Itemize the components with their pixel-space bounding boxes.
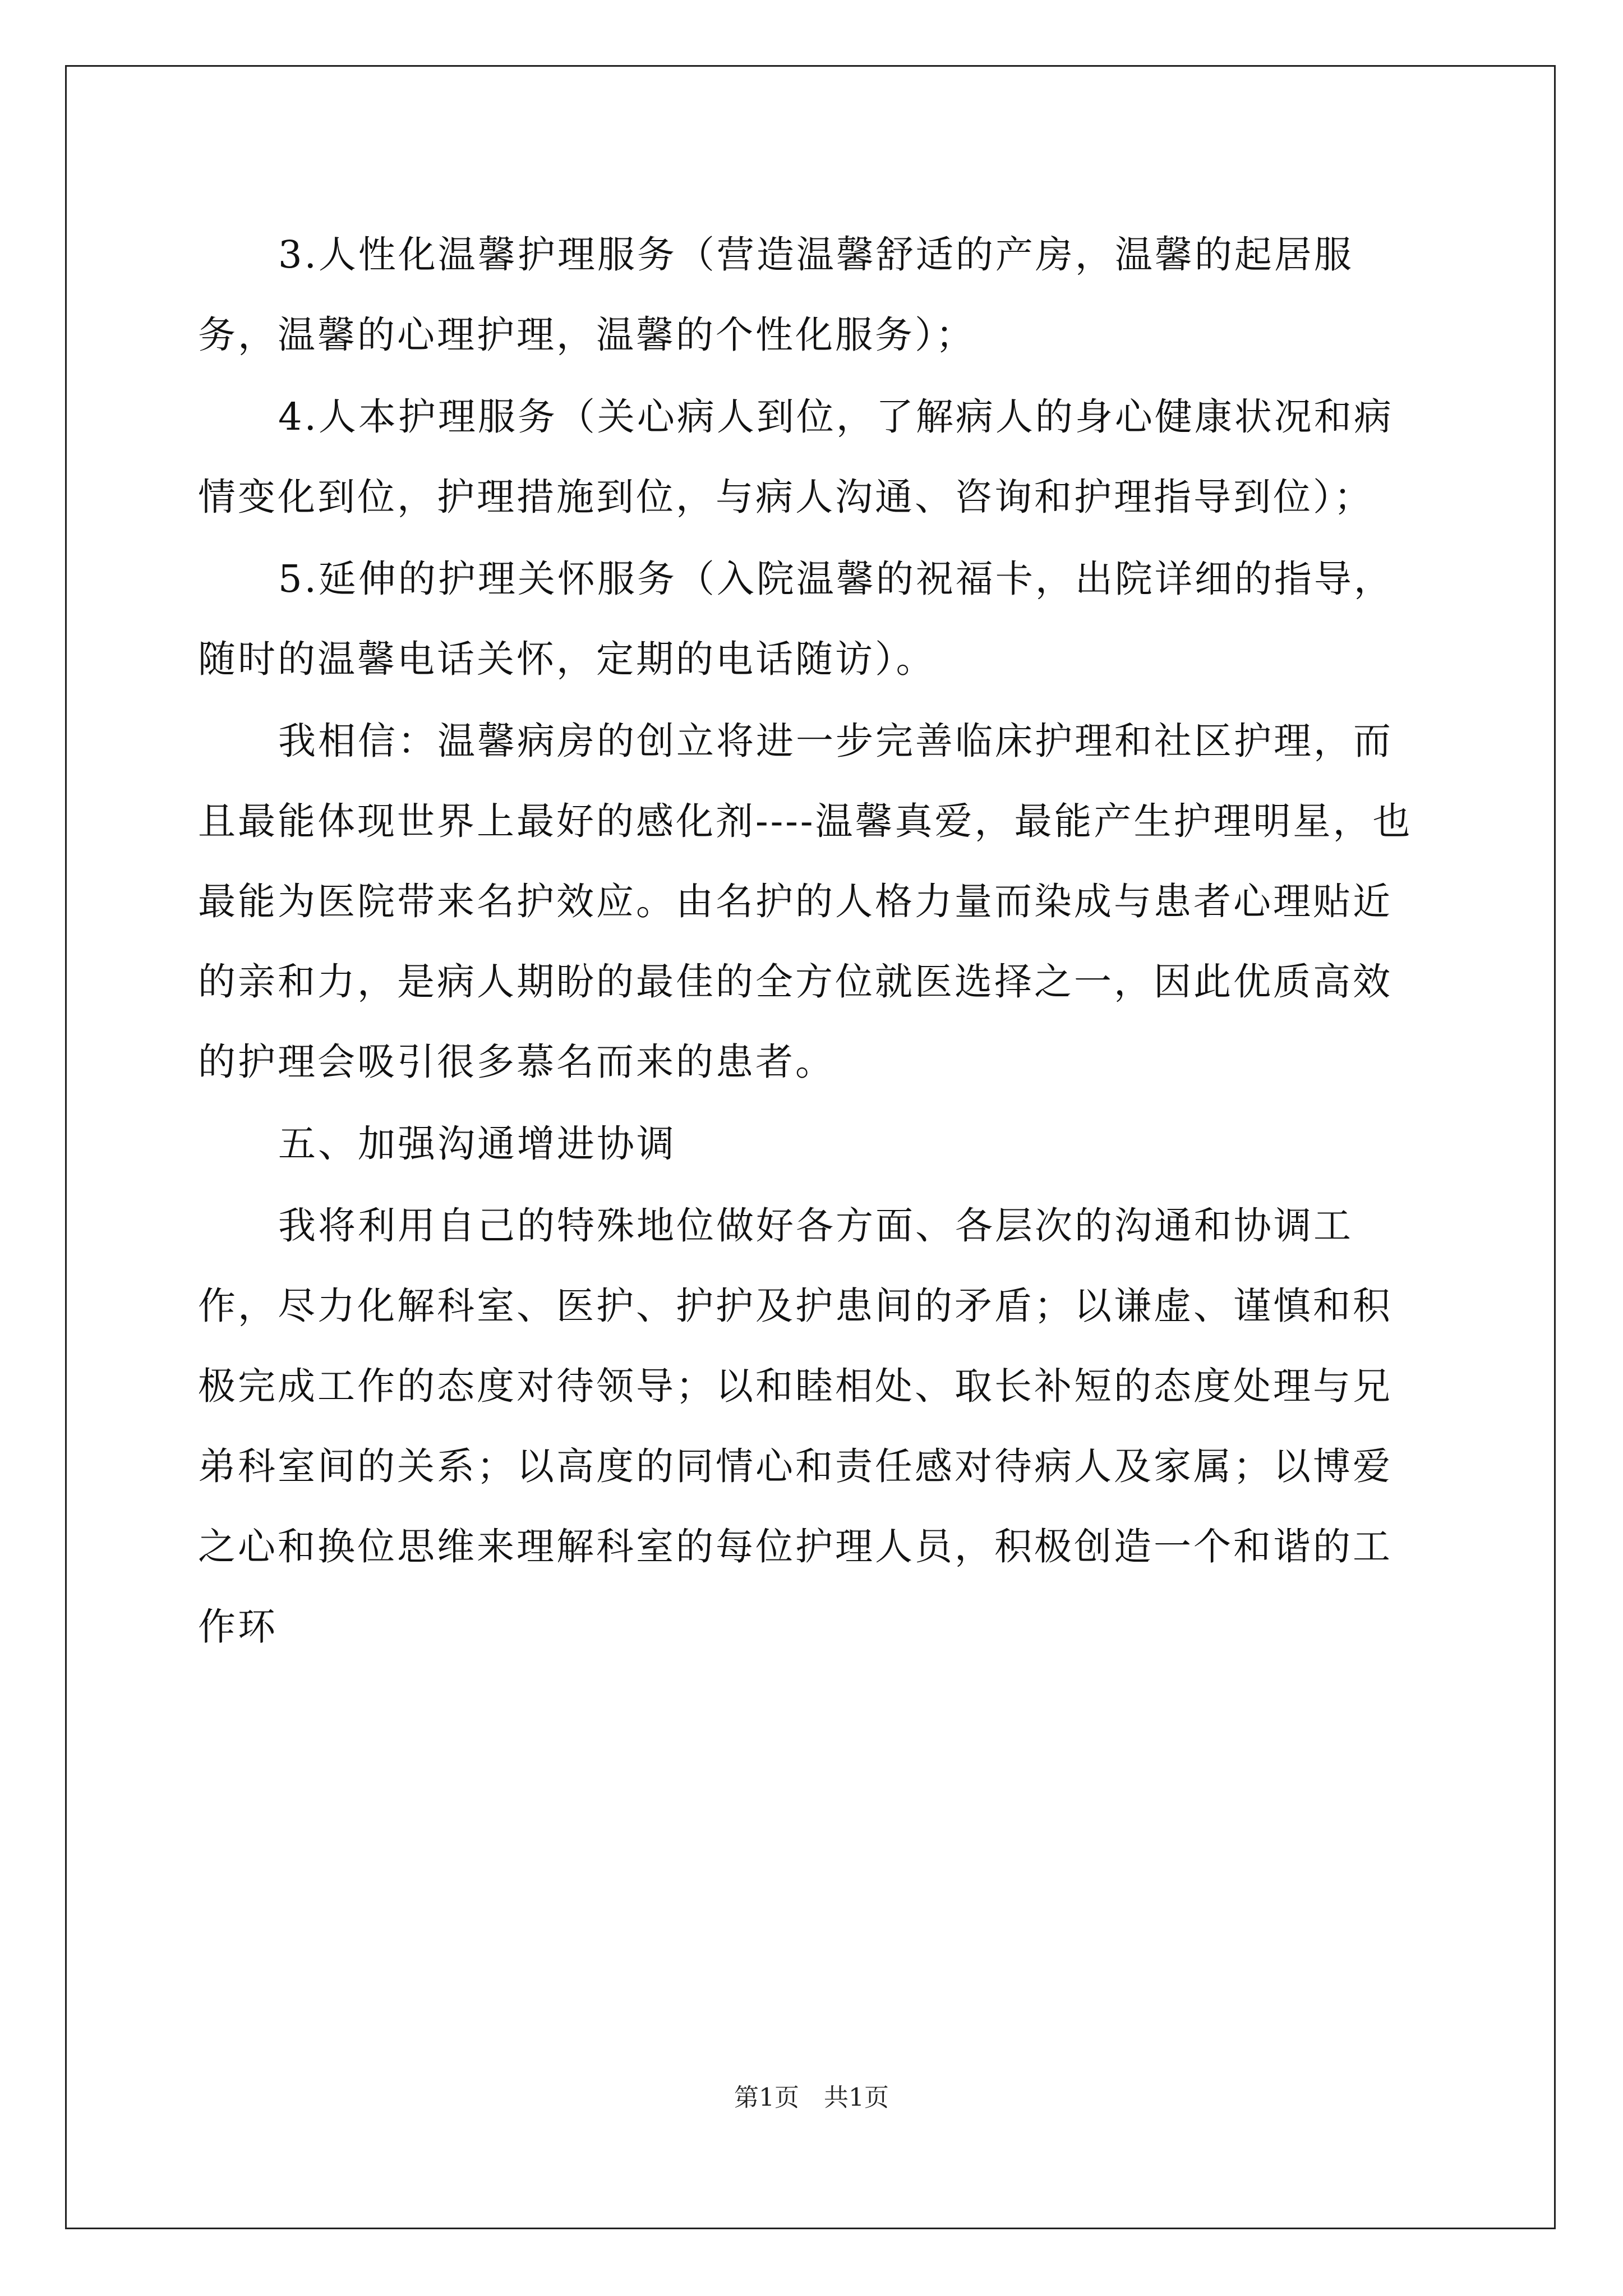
document-body [198, 215, 1432, 1669]
paragraph-item-4: 4.人本护理服务（关心病人到位，了解病人的身心健康状况和病情变化到位，护理措施到位，与病人沟通、咨询和护理指导到位）； [198, 395, 1394, 519]
page-footer: 第1页 共1页 [734, 2083, 889, 2112]
paragraph-belief: 我相信：温馨病房的创立将进一步完善临床护理和社区护理，而且最能体现世界上最好的感化剂----温馨真爱，最能产生护理明星，也最能为医院带来名护效应。由名护的人格力量而染成与患者心理贴近的亲和力，是病人期盼的最佳的全方位就医选择之一，因此优质高效的护理会吸引很多慕名而来的患者。 [198, 719, 1413, 1084]
paragraph-item-5: 5.延伸的护理关怀服务（入院温馨的祝福卡，出院详细的指导，随时的温馨电话关怀，定期的电话随访）。 [198, 557, 1394, 681]
paragraph-communication: 我将利用自己的特殊地位做好各方面、各层次的沟通和协调工作，尽力化解科室、医护、护护及护患间的矛盾；以谦虚、谨慎和积极完成工作的态度对待领导；以和睦相处、取长补短的态度处理与兄弟科室间的关系；以高度的同情心和责任感对待病人及家属；以博爱之心和换位思维来理解科室的每位护理人员，积极创造一个和谐的工作环 [198, 1204, 1393, 1649]
section-heading: 五、加强沟通增进协调 [278, 1122, 676, 1166]
paragraph-item-3: 3.人性化温馨护理服务（营造温馨舒适的产房，温馨的起居服务，温馨的心理护理，温馨的个性化服务）； [198, 233, 1354, 357]
